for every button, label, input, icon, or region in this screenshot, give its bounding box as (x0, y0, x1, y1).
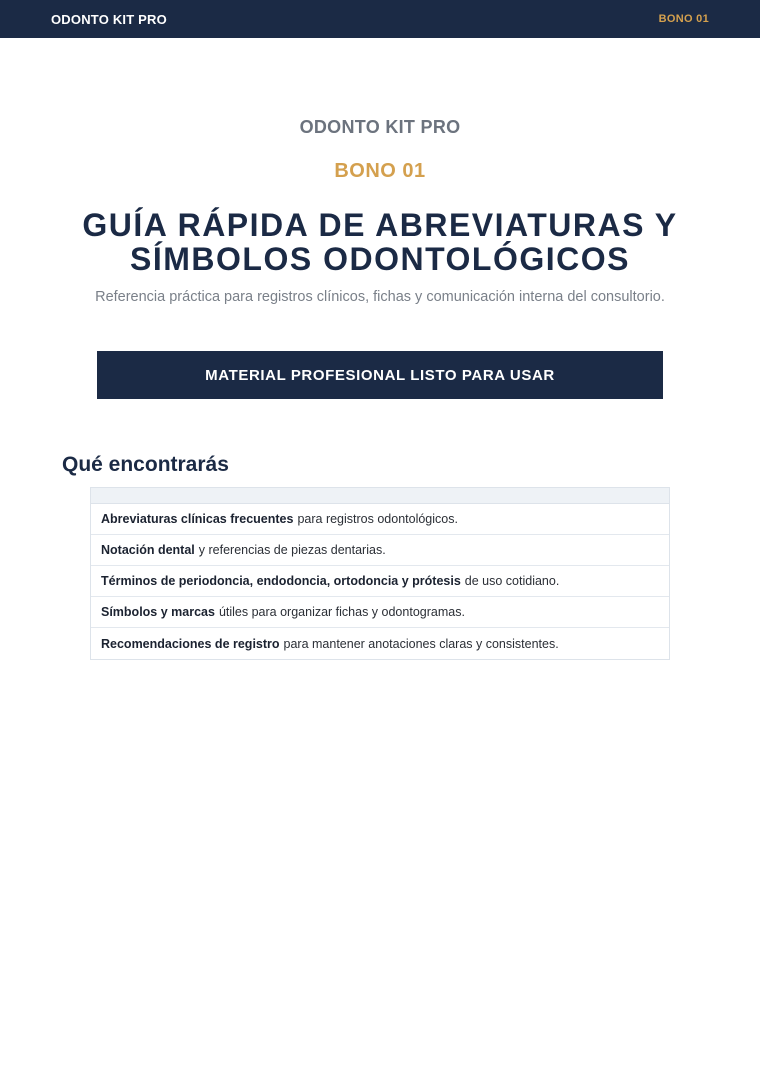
top-header-bar (0, 0, 760, 38)
cover-kicker: ODONTO KIT PRO (299, 117, 461, 137)
section-heading: Qué encontrarás (62, 453, 229, 476)
list-item (91, 597, 669, 628)
list-item-bold: Notación dental (101, 543, 195, 557)
list-item-text: para registros odontológicos. (297, 512, 458, 526)
list-item-bold: Abreviaturas clínicas frecuentes (101, 512, 294, 526)
professional-material-banner (97, 351, 663, 399)
contents-list (90, 487, 670, 660)
banner-label: MATERIAL PROFESIONAL LISTO PARA USAR (205, 366, 555, 384)
page-subtitle: Referencia práctica para registros clínicos, fichas y comunicación interna del consultorio. (95, 289, 665, 305)
list-item (91, 628, 669, 659)
page-title: GUÍA RÁPIDA DE ABREVIATURAS Y SÍMBOLOS ODONTOLÓGICOS (82, 207, 678, 277)
header-bonus-label: BONO 01 (658, 13, 709, 25)
list-item-text: para mantener anotaciones claras y consistentes. (283, 636, 559, 651)
list-item (91, 504, 669, 535)
list-item-text: y referencias de piezas dentarias. (198, 543, 386, 557)
list-item (91, 566, 669, 597)
list-item (91, 535, 669, 566)
list-header-strip (91, 488, 669, 504)
list-item-text: útiles para organizar fichas y odontogramas. (218, 605, 465, 619)
header-brand: ODONTO KIT PRO (51, 11, 167, 27)
list-item-bold: Símbolos y marcas (101, 605, 215, 619)
cover-bonus-title: BONO 01 (334, 160, 426, 182)
list-item-text: de uso cotidiano. (464, 574, 560, 588)
list-item-bold: Recomendaciones de registro (101, 636, 280, 651)
list-item-bold: Términos de periodoncia, endodoncia, ortodoncia y prótesis (101, 574, 461, 588)
